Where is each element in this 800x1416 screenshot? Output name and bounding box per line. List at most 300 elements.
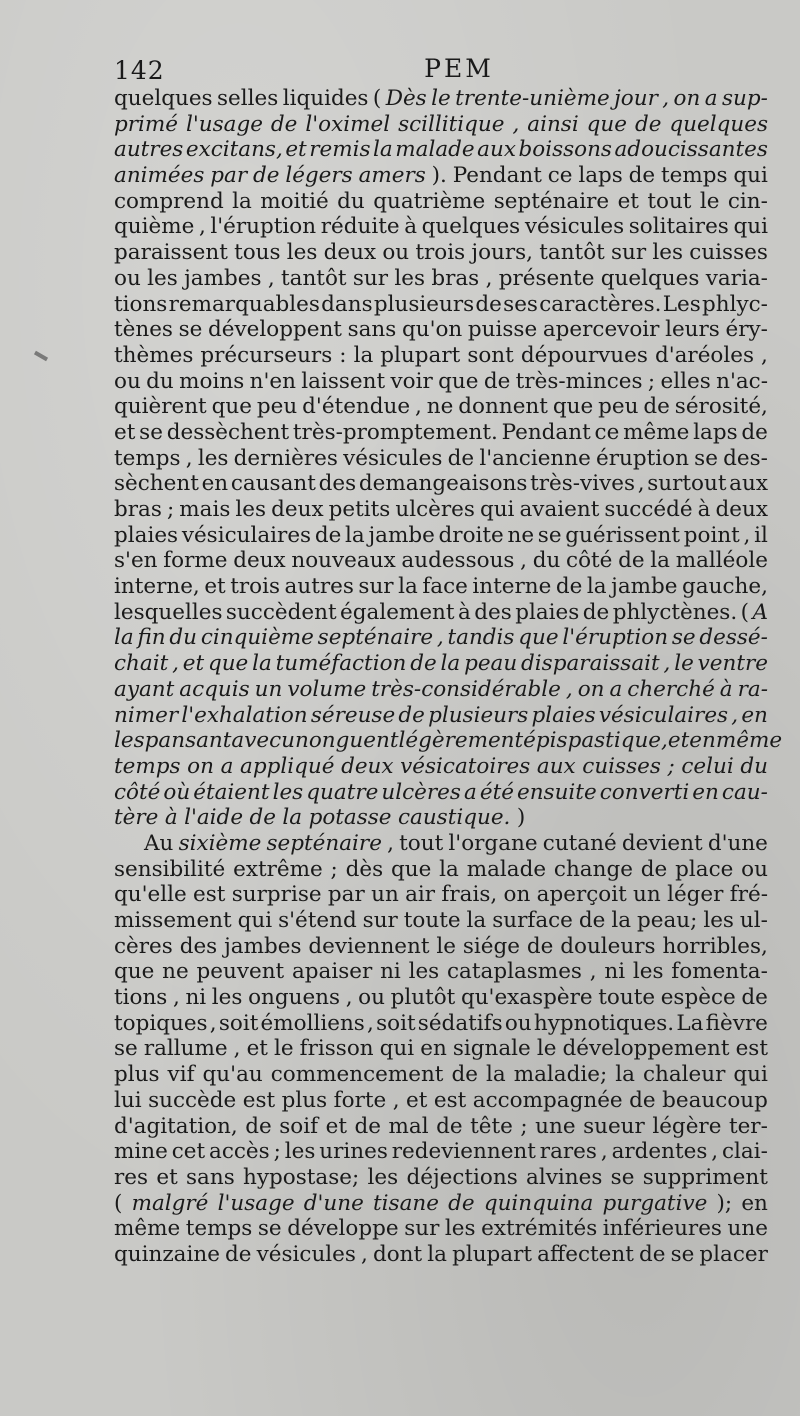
word: éruption (596, 445, 689, 471)
word: purgative (602, 1190, 708, 1216)
word: hypostase; (243, 1164, 360, 1190)
word: de (634, 111, 662, 137)
word: tête (470, 1113, 513, 1139)
word: , (387, 830, 394, 856)
word: dessé- (699, 625, 768, 651)
word: de (643, 394, 670, 420)
text-line (114, 343, 768, 369)
text-line (114, 1036, 768, 1062)
word: ); (716, 1190, 733, 1216)
word: deux (715, 497, 768, 522)
word: jambes (224, 933, 302, 959)
word: du (169, 625, 198, 651)
word: lui (114, 1087, 142, 1113)
word: cataplasmes (447, 959, 582, 985)
word: quelques (600, 265, 700, 291)
word: peau (464, 651, 518, 677)
word: ne (507, 522, 535, 548)
word: se (139, 419, 163, 445)
word: on (577, 676, 605, 702)
word: , (743, 522, 751, 548)
text-line (114, 1139, 768, 1165)
word: développement (562, 1036, 730, 1062)
word: les (703, 908, 734, 933)
word: , (637, 471, 645, 497)
word: de (249, 805, 276, 831)
ink-mark (34, 351, 48, 361)
word: un (254, 676, 283, 702)
word: deux (323, 240, 377, 266)
word: , (267, 265, 275, 291)
word: accompagnée (472, 1087, 623, 1113)
word: , (731, 702, 739, 728)
word: également (340, 599, 455, 625)
word: de (629, 1087, 656, 1113)
word: l'éruption (210, 214, 317, 240)
word: ou (358, 985, 385, 1011)
text-line (114, 189, 768, 215)
word: face (422, 574, 468, 600)
word: l'ancienne (479, 445, 591, 471)
text-line (114, 959, 768, 985)
word: quinzaine (114, 1241, 220, 1267)
word: vésicules (524, 214, 625, 240)
word: tous (234, 240, 281, 266)
word: malade (466, 856, 547, 882)
word: du (532, 548, 561, 574)
word: et (285, 137, 307, 163)
word: du (740, 753, 768, 779)
word: en (689, 728, 716, 754)
word: peu (598, 394, 639, 420)
word: nimer (114, 702, 179, 728)
word: les (114, 728, 145, 754)
word: , (565, 676, 573, 702)
word: malade (395, 137, 475, 163)
word: trente-unième (455, 86, 610, 111)
word: les (408, 959, 440, 985)
word: leurs (665, 317, 720, 343)
word: temps (114, 445, 181, 471)
word: selles (217, 86, 279, 111)
word: accès (209, 1139, 270, 1165)
word: qui (479, 497, 515, 522)
word: ulcères (381, 779, 461, 805)
word: la (466, 908, 487, 933)
word: on (503, 882, 531, 908)
word: fré- (729, 882, 768, 908)
word: change (553, 856, 633, 882)
word: tandis (447, 625, 515, 651)
word: de (436, 1113, 463, 1139)
word: que (114, 959, 155, 985)
word: les (211, 985, 243, 1011)
word: l'organe (448, 830, 538, 856)
word: le (431, 86, 451, 111)
word: et (156, 1164, 178, 1190)
word: plaies (114, 522, 179, 548)
word: l'usage (185, 111, 263, 137)
word: s'en (114, 548, 158, 574)
word: succédé (604, 497, 693, 522)
word: extrême (233, 856, 323, 882)
word: , (711, 1139, 719, 1165)
word: , (361, 1241, 368, 1267)
word: petits (328, 497, 391, 522)
word: , (436, 625, 444, 651)
word: amers (358, 163, 426, 189)
word: il (754, 522, 768, 548)
word: de (741, 985, 768, 1011)
word: audessous (401, 548, 515, 574)
word: surface (492, 908, 573, 933)
word: ce (547, 163, 573, 189)
word: peuvent (196, 959, 285, 985)
word: d'aréoles (654, 342, 755, 368)
word: la (252, 651, 272, 677)
word: , (367, 1010, 374, 1036)
word: volume (287, 676, 367, 702)
word: sup- (722, 86, 768, 111)
word: précurseurs (200, 342, 333, 368)
word: que (390, 856, 432, 882)
word: à (719, 676, 733, 702)
word: de (252, 163, 280, 189)
word: de (640, 856, 668, 882)
word: que (211, 394, 252, 420)
word: quatre (306, 779, 379, 805)
word: aux (477, 137, 516, 163)
word: ( (372, 86, 382, 111)
word: en (420, 1036, 447, 1062)
word: dernières (233, 445, 338, 471)
word: légèrement (398, 728, 524, 754)
word: ni (380, 959, 401, 985)
word: liquides (282, 86, 369, 111)
word: plus (281, 1087, 328, 1113)
word: voir (390, 368, 433, 394)
word: et (204, 574, 226, 600)
word: boissons (518, 137, 612, 163)
word: surtout (647, 471, 727, 497)
word: donnent (458, 394, 548, 420)
word: la (440, 651, 461, 677)
word: et (667, 728, 690, 754)
word: que (586, 111, 627, 137)
word: et (114, 419, 136, 445)
word: d'une (707, 830, 768, 856)
word: remis (309, 137, 371, 163)
text-line (114, 1062, 768, 1088)
word: par (327, 882, 365, 908)
word: de (447, 445, 475, 471)
word: septénaire (493, 188, 610, 214)
word: est (735, 1036, 768, 1062)
word: ; (330, 856, 338, 882)
word: l'exhalation (181, 702, 308, 728)
word: quelques (114, 86, 213, 111)
text-line (114, 214, 768, 240)
word: air (405, 882, 436, 908)
word: léger (667, 882, 724, 908)
word: de (354, 1113, 381, 1139)
word: mine (114, 1139, 168, 1165)
word: cau- (721, 779, 768, 805)
word: placer (699, 1241, 768, 1267)
word: ou (504, 1010, 532, 1036)
word: un (371, 882, 399, 908)
word: ; (273, 1139, 281, 1165)
word: nouveaux (291, 548, 396, 574)
word: très-vives (530, 471, 635, 497)
word: quinquina (483, 1190, 594, 1216)
word: est (193, 882, 226, 908)
text-line (114, 805, 768, 831)
word: et (325, 1113, 347, 1139)
text-line (114, 754, 768, 780)
word: ainsi (527, 111, 579, 137)
word: la (586, 574, 607, 600)
word: laps (578, 163, 623, 189)
word: d'une (303, 1190, 364, 1216)
word: , (761, 342, 768, 368)
text-line (114, 600, 768, 626)
word: même (715, 728, 783, 754)
word: très-considérable (371, 676, 561, 702)
word: vésiculaires (598, 702, 729, 728)
word: sueur (583, 1113, 645, 1139)
word: onguent (308, 728, 399, 754)
word: du (146, 368, 174, 394)
word: affectent (537, 1241, 634, 1267)
word: en (201, 471, 229, 497)
word: dès (345, 856, 384, 882)
word: , (345, 985, 353, 1011)
word: plaies (531, 702, 596, 728)
word: caractères. (539, 291, 662, 317)
text-line (114, 369, 768, 395)
word: les (632, 959, 664, 985)
word: A (752, 599, 768, 625)
text-line (114, 317, 768, 343)
word: siége (462, 933, 520, 959)
text-line (114, 728, 783, 754)
word: sans (186, 1164, 235, 1190)
word: converti (599, 779, 690, 805)
word: acquis (179, 676, 250, 702)
word: frais, (441, 882, 498, 908)
word: tantôt (539, 240, 605, 266)
word: dépourvues (520, 342, 648, 368)
word: ou (741, 856, 768, 882)
word: on (187, 753, 214, 779)
word: tènes (114, 317, 173, 343)
word: les (444, 1216, 476, 1242)
word: cuisses (689, 240, 768, 266)
word: la (427, 1241, 447, 1267)
word: de (475, 291, 502, 317)
word: le (536, 1036, 557, 1062)
word: , (520, 548, 527, 574)
text-line (114, 266, 768, 292)
word: la (232, 188, 252, 214)
word: plusieurs (373, 291, 475, 317)
word: , (233, 1036, 241, 1062)
word: res (114, 1164, 149, 1190)
word: la (373, 137, 393, 163)
word: ni (604, 959, 626, 985)
word: Au (144, 830, 174, 856)
word: en (741, 1190, 768, 1216)
word: les (272, 779, 304, 805)
word: à (697, 497, 711, 522)
word: ses (503, 291, 538, 317)
word: La (676, 1010, 704, 1036)
word: la (345, 522, 365, 548)
word: phlyctènes. (612, 599, 738, 625)
word: ) (516, 805, 526, 831)
text-line (114, 112, 768, 138)
page-number: 142 (114, 56, 165, 85)
word: sixième (178, 830, 262, 856)
word: et (182, 651, 205, 677)
word: cin- (727, 188, 768, 214)
word: fin (137, 625, 166, 651)
word: s'étend (278, 908, 357, 933)
word: Pendant (452, 163, 542, 189)
word: ou (382, 240, 410, 266)
word: la (615, 1062, 635, 1088)
word: ni (185, 985, 207, 1011)
word: succèdent (225, 599, 337, 625)
word: lesquelles (114, 599, 223, 625)
word: éry- (725, 317, 768, 343)
word: topiques (114, 1010, 208, 1036)
word: mal (388, 1113, 429, 1139)
word: de (314, 522, 342, 548)
word: peu (256, 394, 298, 420)
text-line (114, 420, 768, 446)
word: , (198, 214, 206, 240)
word: disparaissait (521, 651, 660, 677)
text-line (114, 1011, 768, 1037)
word: la (485, 1062, 506, 1088)
word: se (670, 1241, 695, 1267)
word: Les (662, 291, 701, 317)
word: que (518, 625, 559, 651)
word: la (650, 548, 670, 574)
word: qu'on (401, 317, 463, 343)
word: ce (594, 419, 620, 445)
body-text (114, 86, 783, 1268)
word: de (410, 651, 437, 677)
word: les (367, 1164, 399, 1190)
word: laps (693, 419, 738, 445)
word: qui (379, 1036, 415, 1062)
word: que (552, 394, 594, 420)
word: en (692, 779, 719, 805)
word: vésicules (343, 445, 443, 471)
word: scillitique (398, 111, 505, 137)
word: à (457, 599, 471, 625)
word: la (611, 908, 632, 933)
text-line (114, 497, 768, 523)
word: thèmes (114, 342, 194, 368)
word: l'aide (184, 805, 244, 831)
word: d'étendue (302, 394, 411, 420)
word: même (114, 1216, 181, 1242)
word: avaient (519, 497, 600, 522)
word: pansant (144, 728, 232, 754)
word: le (699, 188, 720, 214)
word: quième (114, 214, 195, 240)
word: soit (218, 1010, 259, 1036)
word: la (282, 805, 303, 831)
word: se (114, 1036, 138, 1062)
word: de (582, 599, 610, 625)
word: est (242, 1087, 276, 1113)
word: dont (372, 1241, 423, 1267)
word: les (652, 240, 684, 266)
word: sont (467, 342, 514, 368)
word: qui (733, 1062, 768, 1088)
word: qui (237, 908, 273, 933)
word: sur (358, 574, 394, 600)
word: été (479, 779, 514, 805)
word: ra- (737, 676, 768, 702)
word: qu'exaspère (460, 985, 593, 1011)
word: émolliens (260, 1010, 365, 1036)
word: jour (614, 86, 658, 111)
word: autres (284, 574, 354, 600)
word: moins (179, 368, 245, 394)
text-line (114, 137, 768, 163)
text-line (114, 908, 768, 934)
word: quatrième (373, 188, 486, 214)
word: soif (279, 1113, 319, 1139)
word: tions (114, 985, 168, 1011)
word: bras (431, 265, 480, 291)
word: primé (114, 111, 179, 137)
word: extrémités (481, 1216, 598, 1242)
text-line (114, 446, 768, 472)
word: tère (114, 805, 159, 831)
word: point (683, 522, 740, 548)
word: qu'elle (114, 882, 187, 908)
running-head: PEM (424, 54, 494, 83)
word: les (394, 265, 425, 291)
word: comprend (114, 188, 224, 214)
word: de (448, 1190, 475, 1216)
word: développent (208, 317, 342, 343)
word: la (439, 856, 459, 882)
text-line (114, 831, 768, 857)
word: sur (362, 908, 398, 933)
word: ne (162, 959, 189, 985)
word: temps (661, 163, 728, 189)
text-line (114, 523, 768, 549)
word: ensuite (516, 779, 597, 805)
word: solitaires (628, 214, 729, 240)
word: côté (566, 548, 613, 574)
word: une (727, 1216, 768, 1242)
word: , (485, 265, 493, 291)
word: même (623, 419, 690, 445)
word: jours, (471, 240, 534, 266)
word: forte (333, 1087, 387, 1113)
word: inférieures (602, 1216, 722, 1242)
word: tout (647, 188, 692, 214)
